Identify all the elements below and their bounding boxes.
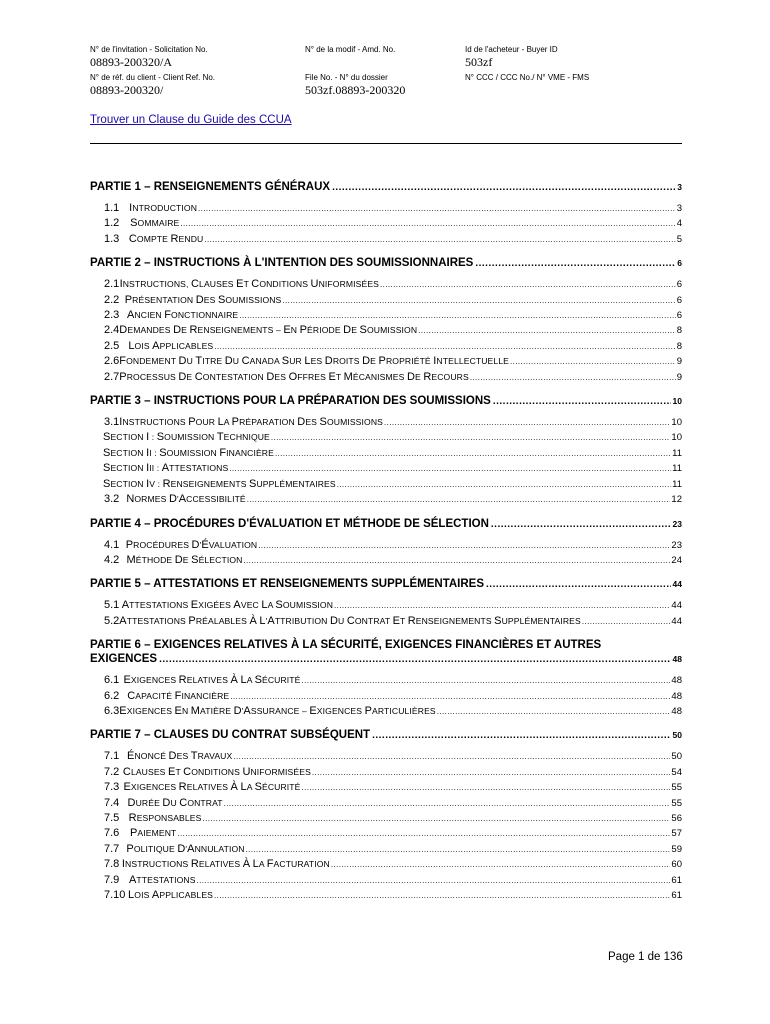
toc-entry-page: 5 — [676, 233, 682, 245]
toc-part-page: 23 — [672, 518, 682, 529]
toc-entry-title: INSTRUCTIONS RELATIVES À LA FACTURATION — [121, 858, 330, 871]
toc-entry-title: FONDEMENT DU TITRE DU CANADA SUR LES DROITS DE PROPRIÉTÉ INTELLECTUELLE — [119, 355, 510, 368]
toc-dot-leader — [486, 578, 671, 592]
toc-entry-list — [90, 749, 682, 903]
toc-entry[interactable] — [90, 614, 682, 629]
toc-entry-number: 2.1 — [104, 278, 120, 291]
toc-entry-title: EXIGENCES RELATIVES À LA SÉCURITÉ — [123, 781, 301, 794]
toc-entry-page: 11 — [672, 447, 682, 459]
client-ref-field — [90, 72, 305, 98]
toc-dot-leader — [230, 689, 670, 704]
toc-entry-title: LOIS APPLICABLES — [128, 889, 213, 901]
toc-entry-title: DEMANDES DE RENSEIGNEMENTS – EN PÉRIODE DE SOUMISSION — [119, 324, 418, 337]
toc-entry-number: 7.10 — [104, 889, 126, 901]
toc-entry-number: 7.8 — [104, 858, 120, 871]
toc-entry[interactable] — [90, 492, 682, 507]
toc-dot-leader — [475, 257, 675, 271]
toc-entry[interactable] — [90, 308, 682, 323]
toc-part-heading[interactable] — [90, 728, 682, 743]
page-number: Page 1 de 136 — [608, 951, 683, 963]
toc-part-page: 48 — [672, 654, 682, 665]
toc-part-title: PARTIE 5 – ATTESTATIONS ET RENSEIGNEMENTS SUPPLÉMENTAIRES — [90, 578, 485, 591]
toc-entry-page: 48 — [671, 675, 682, 687]
toc-entry-title: INTRODUCTION — [129, 202, 198, 214]
toc-part-heading[interactable] — [90, 394, 682, 409]
toc-dot-leader — [224, 796, 671, 811]
toc-entry-page: 24 — [671, 554, 682, 566]
toc-dot-leader — [239, 308, 675, 323]
solicitation-no-field — [90, 44, 305, 70]
toc-dot-leader — [247, 492, 671, 507]
toc-entry-number: 7.7 — [104, 842, 120, 855]
buyer-id-value: 503zf — [465, 55, 493, 69]
toc-dot-leader — [159, 653, 670, 667]
toc-dot-leader — [198, 201, 676, 216]
toc-entry-title: SOMMAIRE — [130, 217, 180, 230]
toc-part-title: PARTIE 3 – INSTRUCTIONS POUR LA PRÉPARATION DES SOUMISSIONS — [90, 395, 491, 408]
toc-entry-title: INSTRUCTIONS, CLAUSES ET CONDITIONS UNIFORMISÉES — [119, 278, 380, 291]
toc-entry-number: 2.6 — [104, 355, 120, 368]
toc-entry-number: 3.1 — [104, 416, 120, 429]
toc-dot-leader — [204, 232, 675, 247]
toc-dot-leader — [282, 293, 675, 308]
toc-entry-title: INSTRUCTIONS POUR LA PRÉPARATION DES SOUMISSIONS — [119, 416, 383, 429]
toc-entry-page: 61 — [671, 890, 682, 901]
toc-entry-page: 57 — [671, 828, 682, 840]
ccc-no-label: N° CCC / CCC No./ N° VME - FMS — [465, 73, 590, 82]
toc-part-heading[interactable] — [90, 180, 682, 195]
file-no-value: 503zf.08893-200320 — [305, 83, 406, 97]
toc-dot-leader — [510, 354, 676, 369]
amendment-no-label: N° de la modif - Amd. No. — [305, 45, 396, 54]
toc-part-page: 10 — [672, 396, 682, 407]
toc-entry-number: 1.1 — [104, 202, 120, 214]
client-ref-label: N° de réf. du client - Client Ref. No. — [90, 73, 216, 82]
toc-part-title-continued — [90, 652, 682, 667]
toc-entry-title: LOIS APPLICABLES — [128, 339, 214, 352]
toc-entry-number: 2.2 — [104, 293, 120, 306]
toc-entry-page: 9 — [676, 356, 682, 368]
toc-entry-title: ATTESTATIONS EXIGÉES AVEC LA SOUMISSION — [121, 599, 334, 612]
toc-entry-page: 6 — [676, 310, 682, 322]
toc-entry-number: 5.1 — [104, 599, 120, 612]
toc-entry-page: 60 — [671, 859, 682, 871]
toc-entry-title: ANCIEN FONCTIONNAIRE — [127, 309, 239, 322]
toc-entry-number: 7.6 — [104, 827, 120, 840]
toc-dot-leader — [380, 277, 676, 292]
toc-entry-page: 11 — [672, 463, 682, 475]
file-no-label: File No. - N° du dossier — [305, 73, 388, 82]
toc-dot-leader — [384, 415, 670, 430]
toc-part-page: 44 — [672, 579, 682, 590]
toc-entry-number: 6.1 — [104, 674, 120, 687]
toc-dot-leader — [214, 888, 670, 903]
toc-entry[interactable] — [90, 842, 682, 857]
toc-entry[interactable] — [90, 888, 682, 903]
toc-dot-leader — [197, 873, 671, 888]
toc-dot-leader — [312, 765, 671, 780]
toc-entry-title: CAPACITÉ FINANCIÈRE — [127, 689, 230, 702]
toc-part-page: 3 — [677, 182, 682, 192]
toc-dot-leader — [258, 538, 670, 553]
toc-entry-number: 4.2 — [104, 553, 120, 566]
toc-part-title: PARTIE 6 – EXIGENCES RELATIVES À LA SÉCURITÉ, EXIGENCES FINANCIÈRES ET AUTRES — [90, 639, 602, 652]
toc-part-title: PARTIE 2 – INSTRUCTIONS À L'INTENTION DES SOUMISSIONNAIRES — [90, 257, 474, 270]
toc-entry-page: 3 — [676, 203, 682, 214]
toc-entry[interactable] — [90, 826, 682, 841]
toc-dot-leader — [437, 704, 671, 719]
toc-dot-leader — [331, 857, 671, 872]
toc-entry-number: 7.3 — [104, 781, 120, 794]
toc-entry-list — [90, 201, 682, 247]
header-row-2 — [90, 72, 690, 98]
toc-entry-number: 7.9 — [104, 873, 120, 886]
toc-part-heading[interactable] — [90, 256, 682, 271]
toc-entry-title: SECTION IV : RENSEIGNEMENTS SUPPLÉMENTAIRES — [103, 477, 336, 490]
toc-entry-page: 9 — [676, 371, 682, 383]
toc-entry-number: 5.2 — [104, 614, 120, 627]
toc-entry[interactable] — [90, 538, 682, 553]
toc-entry-title: MÉTHODE DE SÉLECTION — [126, 553, 243, 566]
toc-entry[interactable] — [90, 415, 682, 430]
toc-dot-leader — [334, 598, 670, 613]
toc-entry-number: 1.3 — [104, 232, 120, 245]
toc-entry-list — [90, 277, 682, 385]
toc-entry[interactable] — [90, 323, 682, 338]
solicitation-no-label: N° de l'invitation - Solicitation No. — [90, 45, 208, 54]
toc-entry[interactable] — [90, 201, 682, 216]
toc-entry-title: ATTESTATIONS PRÉALABLES À L'ATTRIBUTION DU CONTRAT ET RENSEIGNEMENTS SUPPLÉMENTAIRES — [119, 614, 581, 627]
toc-part-title: PARTIE 1 – RENSEIGNEMENTS GÉNÉRAUX — [90, 181, 331, 193]
toc-entry-title: SECTION III : ATTESTATIONS — [103, 462, 229, 475]
toc-entry-page: 61 — [671, 874, 682, 886]
toc-dot-leader — [177, 826, 670, 841]
toc-entry[interactable] — [90, 749, 682, 764]
toc-entry[interactable] — [90, 339, 682, 354]
toc-part-title: PARTIE 7 – CLAUSES DU CONTRAT SUBSÉQUENT — [90, 729, 371, 742]
toc-entry-page: 44 — [671, 615, 682, 627]
ccc-no-field — [465, 72, 685, 98]
toc-dot-leader — [233, 749, 670, 764]
toc-entry-list — [90, 415, 682, 507]
toc-entry-title: PAIEMENT — [129, 827, 177, 840]
toc-entry-page: 6 — [676, 279, 682, 291]
toc-dot-leader — [180, 216, 675, 231]
header-divider — [90, 143, 682, 144]
toc-entry-number: 2.7 — [104, 370, 120, 383]
toc-entry[interactable] — [90, 673, 682, 688]
document-header — [90, 44, 690, 98]
toc-entry-title: PROCESSUS DE CONTESTATION DES OFFRES ET MÉCANISMES DE RECOURS — [119, 370, 469, 383]
toc-entry-number: 4.1 — [104, 538, 120, 551]
toc-entry-title: SECTION I : SOUMISSION TECHNIQUE — [103, 431, 270, 444]
toc-dot-leader — [271, 430, 671, 445]
toc-dot-leader — [418, 323, 676, 338]
toc-entry[interactable] — [90, 765, 682, 780]
toc-entry-title: EXIGENCES RELATIVES À LA SÉCURITÉ — [123, 674, 301, 687]
toc-part-title-cont-text: EXIGENCES — [90, 653, 158, 666]
toc-part-page: 50 — [672, 730, 682, 741]
toc-entry-page: 44 — [671, 600, 682, 612]
toc-entry-title: ATTESTATIONS — [128, 873, 196, 886]
toc-entry[interactable] — [90, 598, 682, 613]
solicitation-no-value: 08893-200320/A — [90, 55, 172, 69]
toc-entry-page: 50 — [671, 751, 682, 763]
toc-entry[interactable] — [90, 430, 682, 445]
toc-entry-title: COMPTE RENDU — [128, 232, 204, 245]
toc-dot-leader — [243, 553, 670, 568]
toc-entry[interactable] — [90, 873, 682, 888]
toc-entry[interactable] — [90, 216, 682, 231]
toc-entry-page: 59 — [671, 843, 682, 855]
toc-part-heading[interactable] — [90, 577, 682, 592]
toc-entry-title: POLITIQUE D'ANNULATION — [126, 842, 245, 855]
toc-entry-number: 6.3 — [104, 704, 120, 717]
header-row-1 — [90, 44, 690, 70]
toc-dot-leader — [491, 518, 671, 532]
table-of-contents — [90, 180, 682, 903]
toc-dot-leader — [275, 446, 671, 461]
toc-entry-title: CLAUSES ET CONDITIONS UNIFORMISÉES — [122, 765, 311, 778]
toc-entry-number: 7.2 — [104, 765, 120, 778]
toc-entry[interactable] — [90, 354, 682, 369]
toc-entry-title: RESPONSABLES — [128, 811, 202, 824]
toc-entry-title: EXIGENCES EN MATIÈRE D'ASSURANCE – EXIGENCES PARTICULIÈRES — [119, 704, 436, 717]
toc-entry[interactable] — [90, 811, 682, 826]
toc-entry-page: 48 — [671, 690, 682, 702]
amendment-no-field — [305, 44, 465, 70]
toc-entry[interactable] — [90, 704, 682, 719]
toc-entry-page: 12 — [671, 494, 682, 506]
toc-dot-leader — [372, 729, 670, 743]
toc-entry-page: 8 — [676, 325, 682, 337]
toc-entry-page: 4 — [676, 218, 682, 230]
toc-dot-leader — [301, 673, 670, 688]
client-ref-value: 08893-200320/ — [90, 83, 164, 97]
toc-entry-number: 2.5 — [104, 339, 120, 352]
toc-dot-leader — [229, 461, 671, 476]
toc-entry-page: 54 — [671, 766, 682, 778]
toc-entry-title: PRÉSENTATION DES SOUMISSIONS — [124, 293, 282, 306]
toc-entry[interactable] — [90, 277, 682, 292]
toc-entry[interactable] — [90, 857, 682, 872]
toc-dot-leader — [493, 395, 671, 409]
toc-entry-page: 6 — [676, 294, 682, 306]
toc-entry-title: SECTION II : SOUMISSION FINANCIÈRE — [103, 446, 274, 459]
toc-entry[interactable] — [90, 461, 682, 476]
toc-entry[interactable] — [90, 689, 682, 704]
toc-dot-leader — [202, 811, 670, 826]
toc-entry-number: 1.2 — [104, 217, 120, 230]
toc-entry-page: 48 — [671, 705, 682, 717]
toc-entry-page: 23 — [671, 539, 682, 551]
toc-part-title: PARTIE 4 – PROCÉDURES D'ÉVALUATION ET MÉTHODE DE SÉLECTION — [90, 517, 489, 530]
toc-entry-list — [90, 673, 682, 719]
toc-entry-title: DURÉE DU CONTRAT — [127, 796, 223, 809]
toc-entry-page: 11 — [672, 478, 682, 490]
toc-part-heading[interactable] — [90, 517, 682, 532]
toc-entry[interactable] — [90, 780, 682, 795]
toc-entry-list — [90, 538, 682, 569]
toc-entry[interactable] — [90, 293, 682, 308]
toc-part-heading[interactable] — [90, 638, 682, 667]
toc-entry[interactable] — [90, 796, 682, 811]
toc-entry-number: 7.5 — [104, 811, 120, 824]
toc-dot-leader — [337, 477, 671, 492]
toc-entry-title: PROCÉDURES D'ÉVALUATION — [125, 538, 258, 551]
buyer-id-field — [465, 44, 685, 70]
toc-entry-number: 7.1 — [104, 750, 120, 763]
toc-entry[interactable] — [90, 477, 682, 492]
toc-entry-page: 10 — [671, 432, 682, 444]
toc-entry[interactable] — [90, 446, 682, 461]
toc-part-page: 6 — [677, 258, 682, 269]
toc-entry[interactable] — [90, 232, 682, 247]
toc-entry-page: 56 — [671, 812, 682, 824]
toc-dot-leader — [246, 842, 671, 857]
toc-dot-leader — [582, 614, 671, 629]
toc-entry-page: 10 — [671, 417, 682, 429]
toc-entry-number: 6.2 — [104, 689, 120, 702]
toc-entry[interactable] — [90, 553, 682, 568]
toc-entry-page: 55 — [671, 782, 682, 794]
toc-entry-list — [90, 598, 682, 629]
toc-entry-page: 55 — [671, 797, 682, 809]
toc-entry-page: 8 — [676, 340, 682, 352]
buyer-id-label: Id de l'acheteur - Buyer ID — [465, 45, 558, 54]
toc-entry-number: 2.4 — [104, 324, 120, 337]
file-no-field — [305, 72, 465, 98]
ccua-guide-link[interactable]: Trouver un Clause du Guide des CCUA — [90, 114, 292, 126]
toc-entry-number: 3.2 — [104, 493, 120, 506]
toc-entry[interactable] — [90, 370, 682, 385]
toc-entry-number: 2.3 — [104, 309, 120, 322]
toc-dot-leader — [470, 370, 676, 385]
toc-dot-leader — [301, 780, 670, 795]
toc-entry-title: NORMES D'ACCESSIBILITÉ — [126, 493, 246, 506]
toc-entry-number: 7.4 — [104, 796, 120, 809]
toc-dot-leader — [332, 181, 675, 195]
toc-dot-leader — [214, 339, 675, 354]
toc-entry-title: ÉNONCÉ DES TRAVAUX — [127, 750, 233, 763]
